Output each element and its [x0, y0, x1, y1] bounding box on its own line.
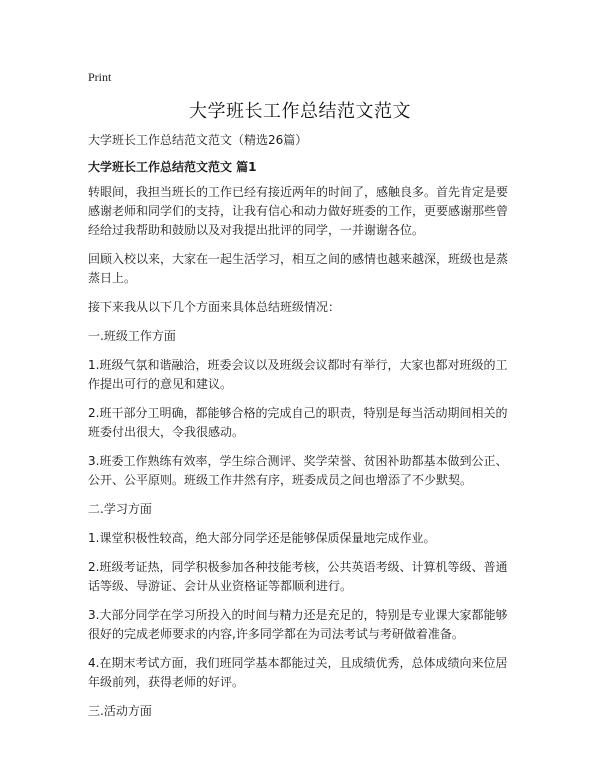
intro-paragraph-3: 接下来我从以下几个方面来具体总结班级情况： — [88, 300, 341, 314]
class-work-item: 1.班级气氛和谐融洽，班委会议以及班级会议都时有举行，大家也都对班级的工作提出可行的意见和建议。 — [88, 358, 508, 391]
study-item: 4.在期末考试方面，我们班同学基本都能过关，且成绩优秀，总体成绩向来位居年级前列，获得老师的好评。 — [88, 656, 508, 689]
class-work-item: 2.班干部分工明确，都能够合格的完成自己的职责，特别是每当活动期间相关的班委付出很大，令我很感动。 — [88, 406, 508, 439]
section-heading-class-work: 一.班级工作方面 — [88, 329, 176, 343]
study-item: 1.课堂积极性较高，绝大部分同学还是能够保质保量地完成作业。 — [88, 531, 436, 545]
article-heading: 大学班长工作总结范文范文 篇1 — [88, 160, 257, 174]
intro-paragraph-2: 回顾入校以来，大家在一起生活学习，相互之间的感情也越来越深，班级也是蒸蒸日上。 — [88, 252, 509, 285]
print-link[interactable]: Print — [88, 70, 112, 84]
section-heading-study: 二.学习方面 — [88, 502, 152, 516]
document-body — [88, 131, 518, 731]
section-heading-activities: 三.活动方面 — [88, 704, 152, 718]
study-item: 2.班级考证热，同学积极参加各种技能考核，公共英语考级、计算机等级、普通话等级、导游证、会计从业资格证等都顺利进行。 — [88, 560, 508, 593]
document-subtitle: 大学班长工作总结范文范文（精选26篇） — [88, 133, 308, 147]
intro-paragraph-1: 转眼间，我担当班长的工作已经有接近两年的时间了，感触良多。首先肯定是要感谢老师和同学们的支持，让我有信心和动力做好班委的工作，更要感谢那些曾经给过我帮助和鼓励以及对我提出批评的同学，一并谢谢各位。 — [88, 185, 509, 237]
study-item: 3.大部分同学在学习所投入的时间与精力还是充足的，特别是专业课大家都能够很好的完成老师要求的内容,许多同学都在为司法考试与考研做着准备。 — [88, 608, 508, 641]
class-work-item: 3.班委工作熟练有效率，学生综合测评、奖学荣誉、贫困补助都基本做到公正、公开、公平原则。班级工作井然有序，班委成员之间也增添了不少默契。 — [88, 454, 508, 487]
page-title: 大学班长工作总结范文范文 — [189, 101, 411, 122]
